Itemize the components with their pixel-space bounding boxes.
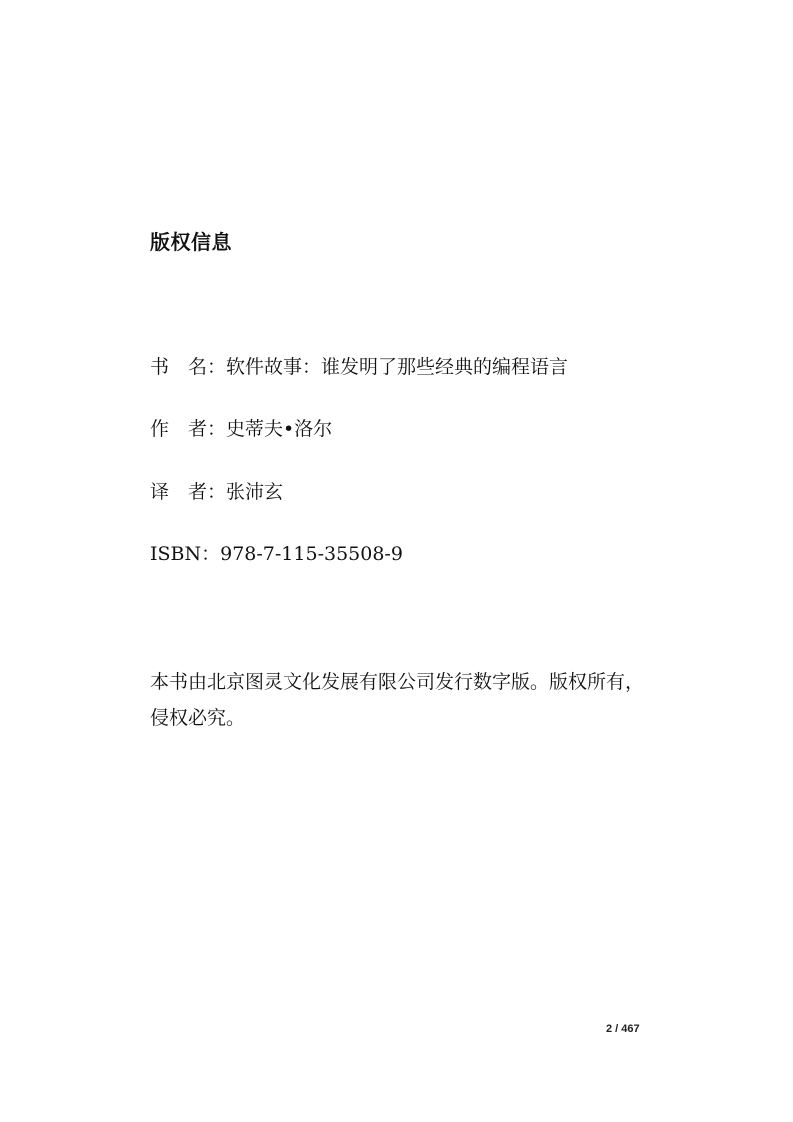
translator-line: 译 者：张沛玄: [150, 481, 284, 503]
author-line: 作 者：史蒂夫•洛尔: [150, 418, 333, 440]
book-title-line: 书 名：软件故事：谁发明了那些经典的编程语言: [150, 356, 569, 378]
page-title: 版权信息: [150, 230, 232, 254]
isbn-line: ISBN：978-7-115-35508-9: [150, 543, 403, 565]
copyright-notice: 本书由北京图灵文化发展有限公司发行数字版。版权所有，侵权必究。: [150, 671, 645, 729]
page-number: 2 / 467: [606, 1023, 640, 1035]
